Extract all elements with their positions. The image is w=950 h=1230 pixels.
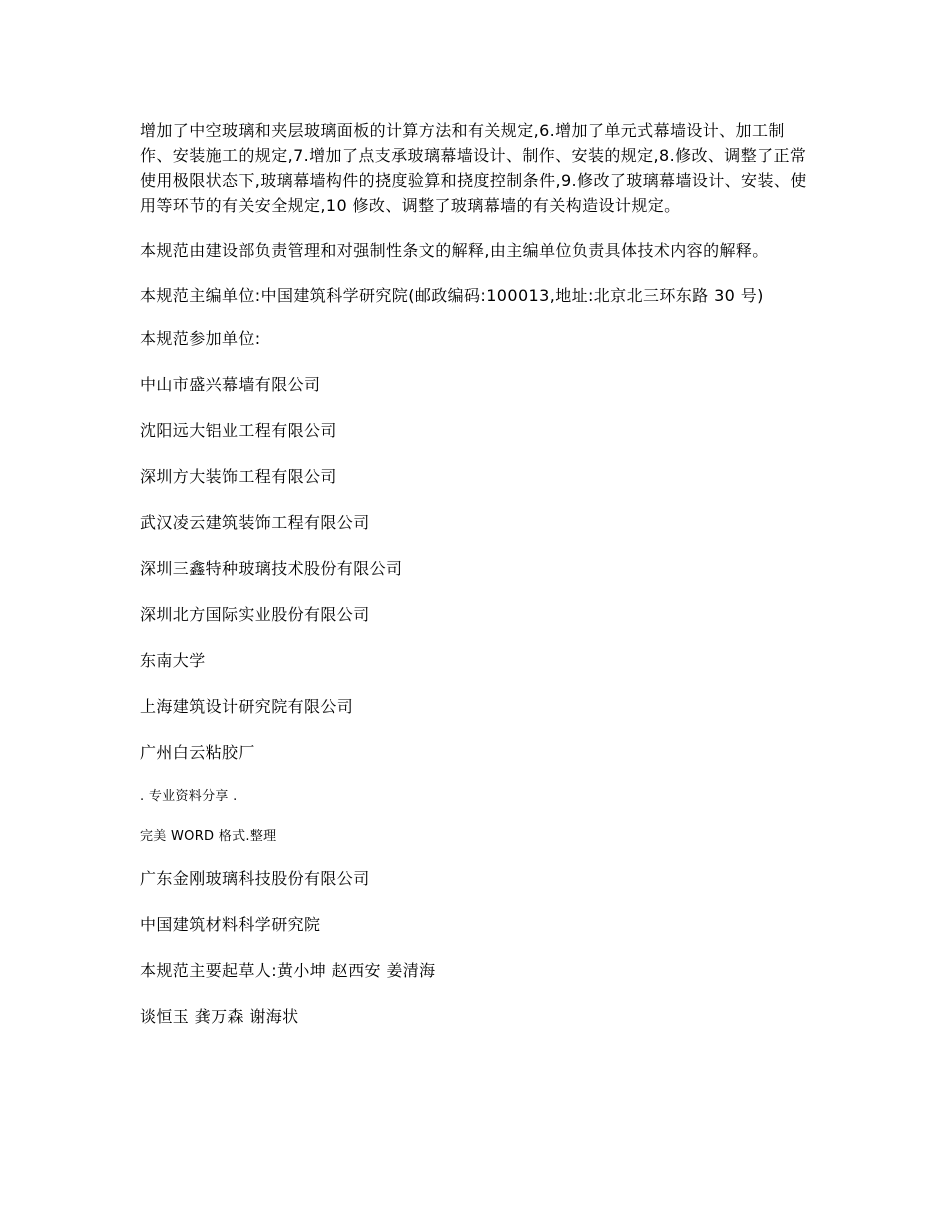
participant-item: 广东金刚玻璃科技股份有限公司 bbox=[140, 869, 370, 888]
participant-item: 中山市盛兴幕墙有限公司 bbox=[140, 375, 321, 394]
participant-item: 武汉凌云建筑装饰工程有限公司 bbox=[140, 513, 370, 532]
drafters-line: 本规范主要起草人:黄小坤 赵西安 姜清海 bbox=[140, 961, 436, 980]
participant-item: 东南大学 bbox=[140, 651, 206, 670]
drafters-line: 谈恒玉 龚万森 谢海状 bbox=[140, 1007, 299, 1026]
participant-item: 广州白云粘胶厂 bbox=[140, 743, 255, 762]
watermark-word: 完美 WORD 格式.整理 bbox=[140, 829, 277, 844]
participant-item: 上海建筑设计研究院有限公司 bbox=[140, 697, 354, 716]
paragraph-management: 本规范由建设部负责管理和对强制性条文的解释,由主编单位负责具体技术内容的解释。 bbox=[140, 241, 769, 260]
paragraph-chief-editor: 本规范主编单位:中国建筑科学研究院(邮政编码:100013,地址:北京北三环东路 30 号) bbox=[140, 286, 764, 305]
paragraph-revisions: 增加了中空玻璃和夹层玻璃面板的计算方法和有关规定,6.增加了单元式幕墙设计、加工制作、安装施工的规定,7.增加了点支承玻璃幕墙设计、制作、安装的规定,8.修改、调整了正常使用极限状态下,玻璃幕墙构件的挠度验算和挠度控制条件,9.修改了玻璃幕墙设计、安装、使用等环节的有关安全规定,10 修改、调整了玻璃幕墙的有关构造设计规定。 bbox=[140, 121, 807, 215]
participant-item: 深圳三鑫特种玻璃技术股份有限公司 bbox=[140, 559, 403, 578]
participants-heading: 本规范参加单位: bbox=[140, 329, 261, 348]
document-page bbox=[140, 118, 810, 1052]
watermark-share: . 专业资料分享 . bbox=[140, 789, 238, 804]
participant-item: 中国建筑材料科学研究院 bbox=[140, 915, 321, 934]
participant-item: 沈阳远大铝业工程有限公司 bbox=[140, 421, 337, 440]
participant-item: 深圳方大装饰工程有限公司 bbox=[140, 467, 337, 486]
participant-item: 深圳北方国际实业股份有限公司 bbox=[140, 605, 370, 624]
